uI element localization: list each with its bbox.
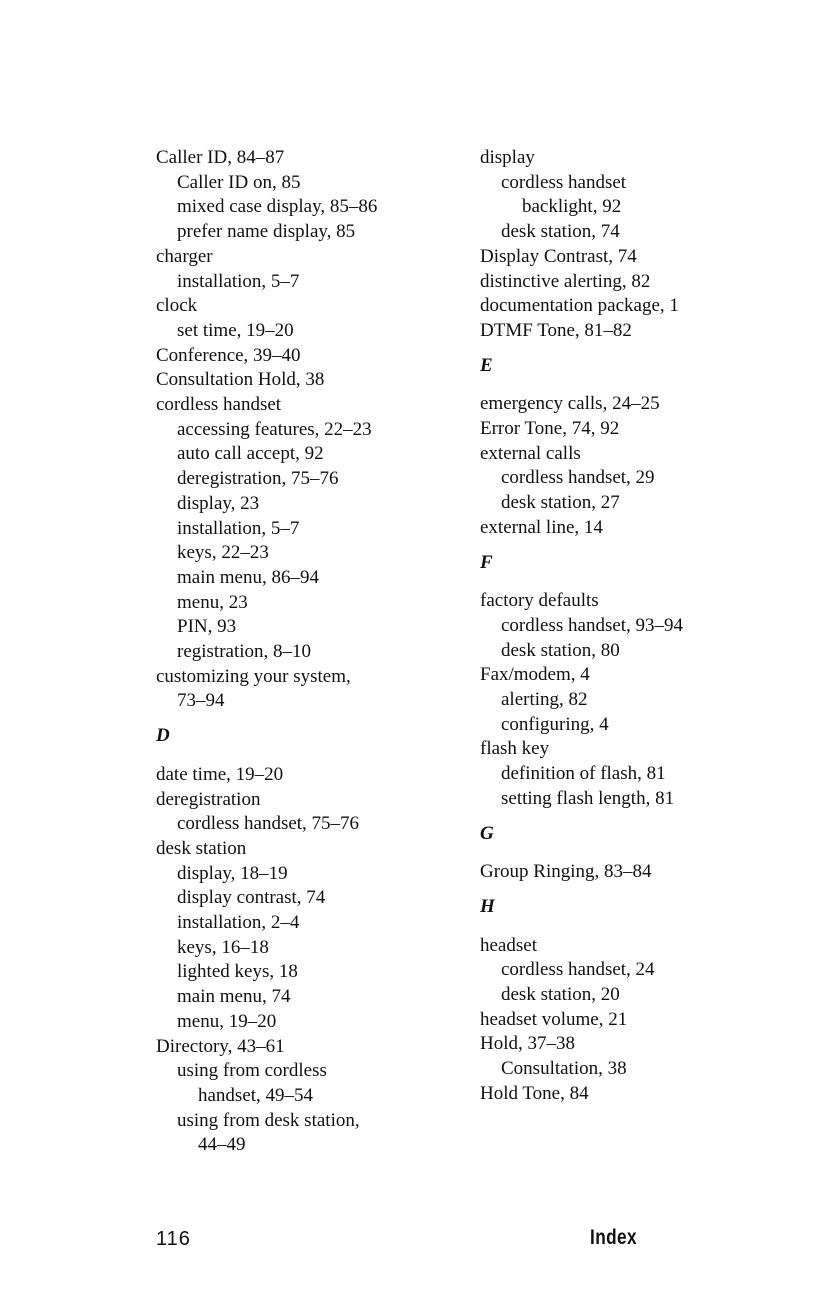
- index-entry: external line, 14: [480, 516, 603, 538]
- index-entry: display: [480, 147, 535, 168]
- index-entry: Fax/modem, 4: [480, 664, 590, 686]
- index-entry: headset: [480, 934, 537, 956]
- index-entry: Conference, 39–40: [156, 344, 301, 366]
- index-subentry: using from cordless: [177, 1060, 327, 1082]
- index-subentry: deregistration, 75–76: [177, 468, 339, 490]
- index-letter-heading: G: [480, 822, 494, 844]
- index-subentry: setting flash length, 81: [501, 787, 675, 809]
- index-entry: date time, 19–20: [156, 763, 284, 785]
- index-subentry: configuring, 4: [501, 713, 609, 735]
- index-subentry: lighted keys, 18: [177, 961, 298, 983]
- index-entry: charger: [156, 245, 213, 267]
- index-subentry: 73–94: [177, 690, 225, 712]
- index-subentry: installation, 5–7: [177, 517, 300, 539]
- index-subentry: display, 23: [177, 492, 260, 514]
- index-column-right: [480, 146, 800, 1107]
- index-letter-heading: F: [480, 551, 493, 573]
- index-subentry: backlight, 92: [522, 196, 622, 218]
- index-subentry: cordless handset, 29: [501, 467, 655, 489]
- index-subentry: desk station, 80: [501, 639, 620, 661]
- index-subentry: Consultation, 38: [501, 1058, 627, 1080]
- index-subentry: cordless handset: [501, 171, 627, 193]
- index-letter-heading: H: [480, 895, 495, 917]
- index-subentry: mixed case display, 85–86: [177, 196, 378, 218]
- index-entry: Hold, 37–38: [480, 1033, 575, 1055]
- index-subentry: menu, 23: [177, 591, 248, 613]
- index-entry: customizing your system,: [156, 665, 351, 687]
- index-subentry: installation, 2–4: [177, 912, 300, 934]
- index-entry: Caller ID, 84–87: [156, 147, 285, 168]
- index-subentry: auto call accept, 92: [177, 443, 324, 465]
- section-title: Index: [590, 1226, 638, 1249]
- index-subentry: Caller ID on, 85: [177, 171, 301, 193]
- index-entry: desk station: [156, 837, 247, 859]
- index-subentry: main menu, 74: [177, 986, 291, 1008]
- index-entry: Display Contrast, 74: [480, 245, 637, 267]
- index-entry: flash key: [480, 738, 550, 760]
- index-subentry: desk station, 27: [501, 492, 620, 514]
- index-subentry: prefer name display, 85: [177, 221, 356, 243]
- index-entry: clock: [156, 295, 198, 317]
- page-number: 116: [156, 1228, 191, 1250]
- index-entry: distinctive alerting, 82: [480, 270, 651, 292]
- index-subentry: registration, 8–10: [177, 641, 312, 663]
- index-subentry: using from desk station,: [177, 1109, 360, 1131]
- index-subentry: main menu, 86–94: [177, 566, 319, 588]
- index-subentry: installation, 5–7: [177, 270, 300, 292]
- index-subentry: definition of flash, 81: [501, 763, 666, 785]
- index-entry: cordless handset: [156, 394, 282, 416]
- index-subentry: cordless handset, 24: [501, 959, 655, 981]
- index-entry: external calls: [480, 442, 581, 464]
- index-entry: emergency calls, 24–25: [480, 393, 660, 415]
- index-subentry: display contrast, 74: [177, 887, 326, 909]
- index-subentry: cordless handset, 75–76: [177, 813, 360, 835]
- index-subentry: keys, 16–18: [177, 936, 269, 958]
- index-entry: factory defaults: [480, 590, 599, 612]
- index-subentry: cordless handset, 93–94: [501, 614, 684, 636]
- index-subentry: desk station, 74: [501, 221, 620, 243]
- index-entry: Error Tone, 74, 92: [480, 418, 620, 440]
- index-letter-heading: E: [480, 354, 493, 376]
- index-entry: Consultation Hold, 38: [156, 369, 325, 391]
- index-subentry: PIN, 93: [177, 616, 237, 638]
- index-subentry: handset, 49–54: [198, 1085, 314, 1106]
- index-entry: Hold Tone, 84: [480, 1082, 589, 1104]
- index-entry: Directory, 43–61: [156, 1035, 285, 1057]
- index-letter-heading: D: [156, 725, 170, 747]
- index-subentry: menu, 19–20: [177, 1010, 277, 1032]
- index-subentry: set time, 19–20: [177, 319, 294, 341]
- index-entry: Group Ringing, 83–84: [480, 861, 652, 883]
- index-subentry: 44–49: [198, 1134, 246, 1156]
- index-entry: documentation package, 1: [480, 295, 679, 317]
- index-column-left: [156, 146, 456, 1158]
- index-subentry: display, 18–19: [177, 862, 288, 884]
- index-entry: headset volume, 21: [480, 1008, 628, 1030]
- index-subentry: alerting, 82: [501, 689, 588, 711]
- index-subentry: desk station, 20: [501, 984, 620, 1006]
- index-entry: deregistration: [156, 788, 261, 810]
- index-subentry: keys, 22–23: [177, 542, 269, 564]
- index-subentry: accessing features, 22–23: [177, 418, 372, 440]
- index-entry: DTMF Tone, 81–82: [480, 319, 632, 341]
